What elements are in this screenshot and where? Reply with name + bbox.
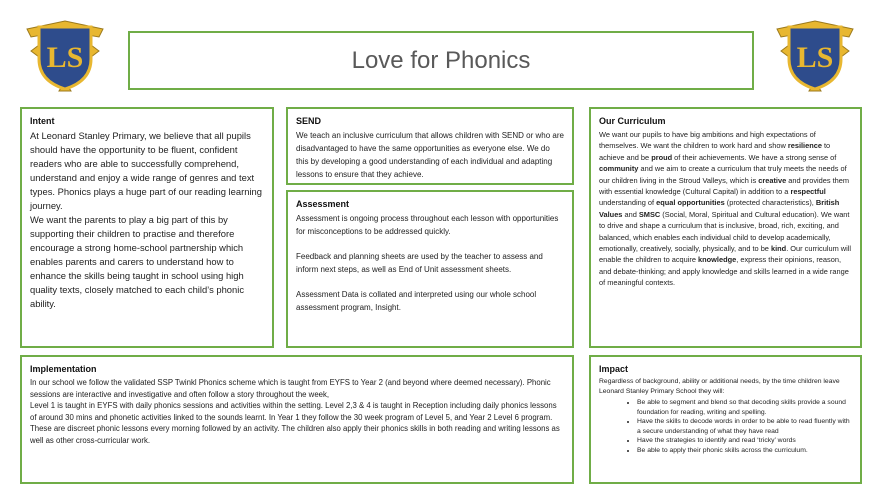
impact-intro: Regardless of background, ability or additional needs, by the time children leave Leonard Stanley Primary School they will: xyxy=(599,378,840,395)
title-box xyxy=(128,31,754,90)
send-text: We teach an inclusive curriculum that allows children with SEND or who are disadvantaged to have the same opportunities as everyone else. We do this by developing a good understanding of each individual and adapting lessons to ensure that they achieve. xyxy=(296,131,564,179)
impact-panel xyxy=(589,355,862,484)
assessment-paragraph-3: Assessment Data is collated and interpreted using our whole school assessment program, Insight. xyxy=(296,290,537,312)
school-crest-icon xyxy=(25,11,105,93)
list-item: • Be able to segment and blend so that decoding skills provide a sound foundation for reading, writing and spelling. xyxy=(637,398,852,417)
send-panel xyxy=(286,107,574,185)
intent-heading: Intent xyxy=(30,116,55,126)
intent-paragraph-1: At Leonard Stanley Primary, we believe that all pupils should have the opportunity to be fluent, confident readers who are able to successfully comprehend, understand and enjoy a wide range of genres and text types. Phonics plays a huge part of our reading learning journey. xyxy=(30,130,262,211)
page-title: Love for Phonics xyxy=(351,46,531,74)
list-item: • Be able to apply their phonic skills across the curriculum. xyxy=(637,446,852,456)
assessment-heading: Assessment xyxy=(296,199,350,209)
implementation-paragraph-2: Level 1 is taught in EYFS with daily phonics sessions and activities within the setting. Level 2,3 & 4 is taught in Reception including daily phonics lessons of around 30 mins and phonetic activities linked to the sounds learnt. In Year 1 they follow the 30 week program of Level 5, and Year 2 Level 6 program. These are discreet phonic lessons every morning followed by an activity. The children also apply their phonics skills in both reading and writing lessons as well as other cross-curricular work. xyxy=(30,401,560,445)
intent-paragraph-2: We want the parents to play a big part of this by supporting their children to practise and therefore encourage a strong home-school partnership which enables parents and carers to understand how to enhance the skills being taught in school using high quality texts, closely matched to each child’s phonic ability. xyxy=(30,214,245,309)
assessment-paragraph-2: Feedback and planning sheets are used by the teacher to assess and inform next steps, as well as End of Unit assessment sheets. xyxy=(296,252,543,274)
implementation-heading: Implementation xyxy=(30,364,97,374)
curriculum-heading: Our Curriculum xyxy=(599,116,666,126)
curriculum-panel xyxy=(589,107,862,348)
curriculum-text: We want our pupils to have big ambitions and high expectations of themselves. We want the children to work hard and show resilience to achieve and be proud of their achievements. We have a strong sense of community and we aim to create a curriculum that truly meets the needs of our children living in the Stroud Valleys, which is creative and provides them with essential knowledge (Cultural Capital) in addition to a respectful understanding of equal opportunities (protected characteristics), British Values and SMSC (Social, Moral, Spiritual and Cultural education). We want to drive and shape a curriculum that is inclusive, broad, rich, exciting, and balanced, which enables each individual child to develop academically, emotionally, creatively, socially, physically, and to be kind. Our curriculum will enable the children to acquire knowledge, express their opinions, reason, and debate-thinking; and apply knowledge and skills learned in a wide range of meaningful contexts. xyxy=(599,130,852,288)
assessment-paragraph-1: Assessment is ongoing process throughout each lesson with opportunities for misconceptions to be addressed quickly. xyxy=(296,214,559,236)
crest-letters: LS xyxy=(796,41,834,74)
impact-list xyxy=(599,398,852,455)
impact-heading: Impact xyxy=(599,364,629,374)
send-heading: SEND xyxy=(296,116,322,126)
school-crest-icon xyxy=(775,11,855,93)
crest-letters: LS xyxy=(46,41,84,74)
list-item: • Have the skills to decode words in order to be able to read fluently with a secure understanding of what they have read xyxy=(637,417,852,436)
implementation-paragraph-1: In our school we follow the validated SSP Twinkl Phonics scheme which is taught from EYFS to Year 2 (and beyond where deemed necessary). Phonic sessions are interactive and investigative and often follow a story throughout the week, xyxy=(30,378,551,399)
list-item: • Have the strategies to identify and read ‘tricky’ words xyxy=(637,436,852,446)
implementation-panel xyxy=(20,355,574,484)
assessment-panel xyxy=(286,190,574,348)
intent-panel xyxy=(20,107,274,348)
